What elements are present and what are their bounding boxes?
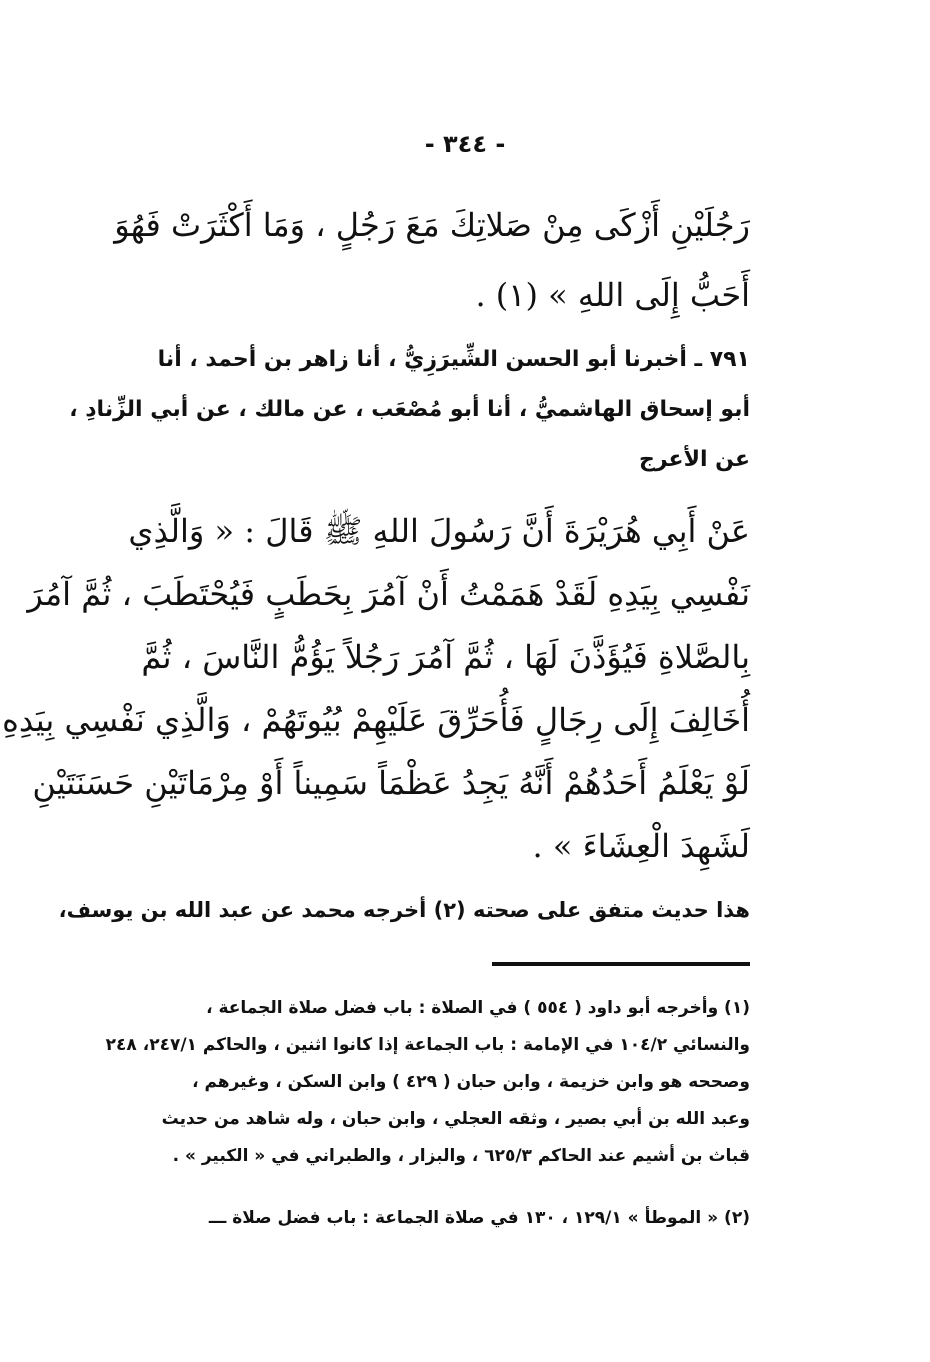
note-line: هذا حديث متفق على صحته (٢) أخرجه محمد عن عبد الله بن يوسف، — [58, 898, 750, 922]
isnad-line: ٧٩١ ـ أخبرنا أبو الحسن الشِّيرَزِيُّ ، أنا زاهر بن أحمد ، أنا — [157, 347, 750, 372]
isnad-line: عن الأعرج — [639, 447, 750, 472]
footnote-line: وصححه هو وابن خزيمة ، وابن حبان ( ٤٢٩ ) وابن السكن ، وغيرهم ، — [192, 1072, 750, 1092]
matn-line: أُخَالِفَ إِلَى رِجَالٍ فَأُحَرِّقَ عَلَيْهِمْ بُيُوتَهُمْ ، وَالَّذِي نَفْسِي بِيَدِهِ — [2, 701, 750, 739]
page-number: - ٣٤٤ - — [424, 130, 506, 158]
isnad-line: أبو إسحاق الهاشميُّ ، أنا أبو مُصْعَب ، عن مالك ، عن أبي الزِّنادِ ، — [69, 397, 750, 422]
footnote-separator — [492, 962, 750, 966]
matn-line: عَنْ أَبِي هُرَيْرَةَ أَنَّ رَسُولَ اللهِ ﷺ قَالَ : « وَالَّذِي — [128, 512, 750, 550]
footnote-1 — [100, 990, 750, 1175]
authentication-note — [58, 890, 750, 930]
footnote-2 — [100, 1200, 750, 1237]
footnote-line: وعبد الله بن أبي بصير ، وثقه العجلي ، وابن حبان ، وله شاهد من حديث — [161, 1109, 750, 1129]
hadith-tail-line: رَجُلَيْنِ أَزْكَى مِنْ صَلاتِكَ مَعَ رَجُلٍ ، وَمَا أَكْثَرَتْ فَهُوَ — [114, 206, 750, 244]
matn-paragraph — [2, 500, 750, 878]
footnote-line: (٢) « الموطأ » ١٢٩/١ ، ١٣٠ في صلاة الجماعة : باب فضل صلاة ـــ — [208, 1208, 750, 1228]
footnote-line: قباث بن أشيم عند الحاكم ٦٢٥/٣ ، والبزار ، والطبراني في « الكبير » . — [172, 1146, 750, 1166]
matn-line: بِالصَّلاةِ فَيُؤَذَّنَ لَهَا ، ثُمَّ آمُرَ رَجُلاً يَؤُمُّ النَّاسَ ، ثُمَّ — [141, 638, 750, 676]
footnote-line: والنسائي ١٠٤/٢ في الإمامة : باب الجماعة إذا كانوا اثنين ، والحاكم ٢٤٧/١، ٢٤٨ — [105, 1035, 750, 1055]
isnad-paragraph — [69, 335, 750, 485]
matn-line: لَوْ يَعْلَمُ أَحَدُهُمْ أَنَّهُ يَجِدُ عَظْمَاً سَمِيناً أَوْ مِرْمَاتَيْنِ حَسَنَتَيْنِ — [32, 764, 750, 802]
hadith-tail-paragraph — [100, 190, 750, 330]
matn-line: نَفْسِي بِيَدِهِ لَقَدْ هَمَمْتُ أَنْ آمُرَ بِحَطَبٍ فَيُحْتَطَبَ ، ثُمَّ آمُرَ — [27, 575, 750, 613]
footnote-line: (١) وأخرجه أبو داود ( ٥٥٤ ) في الصلاة : باب فضل صلاة الجماعة ، — [206, 998, 750, 1018]
hadith-tail-line: أَحَبُّ إِلَى اللهِ » (١) . — [475, 276, 750, 314]
matn-line: لَشَهِدَ الْعِشَاءَ » . — [532, 827, 750, 865]
